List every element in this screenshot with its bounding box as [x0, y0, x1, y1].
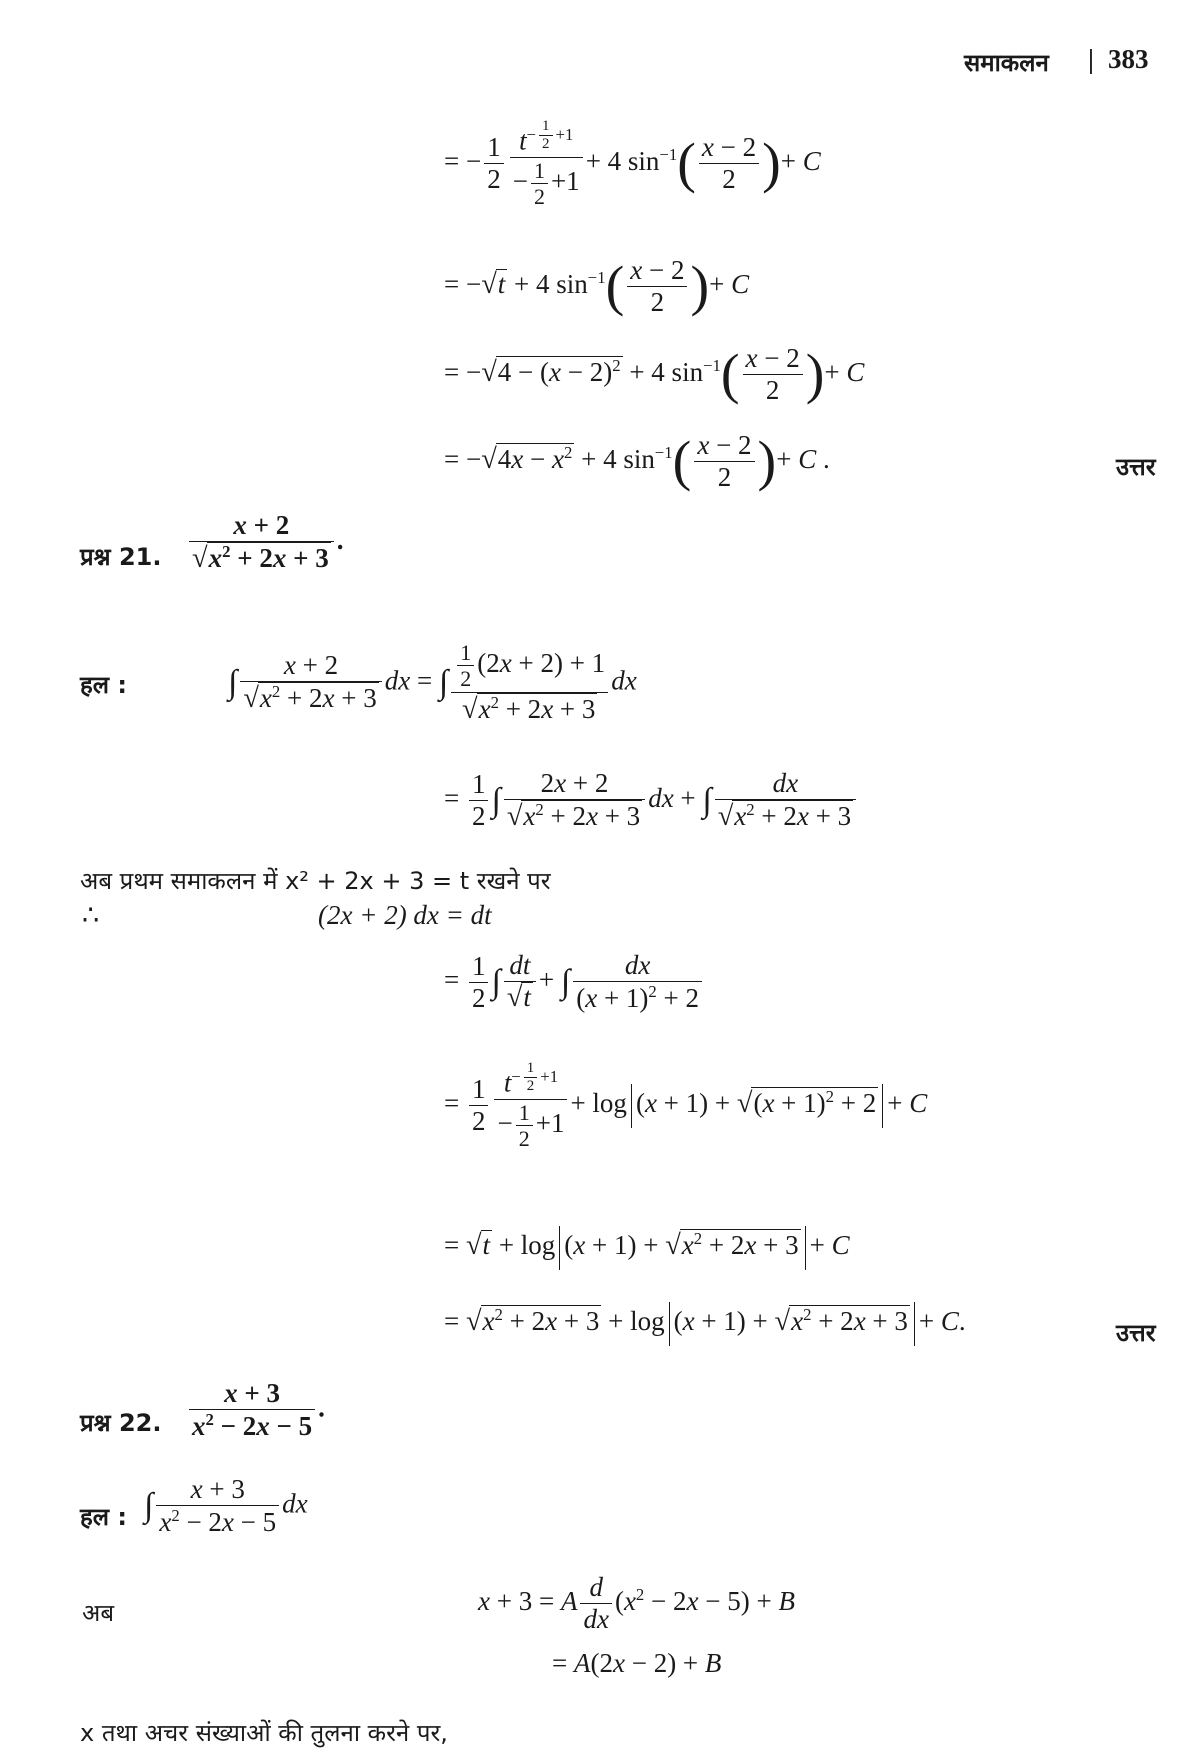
equation-step-1: = − $\frac{1}{2}$ $t^{- \frac{1}{2} +1}$ − $\frac{1}{2}$ +1 + 4 $\sin^{-1}$( $\frac{x - 2}{2}$ )+ C: [444, 118, 821, 209]
equation-step-4: = $-√4x - x^2 + 4$ $\sin^{-1}$( $\frac{x - 2}{2}$ )+ C .: [444, 430, 830, 493]
question-22-expression: $\frac{x + 3}{x^2 - 2x - 5}$ .: [186, 1378, 325, 1442]
answer-marker-2: उत्तर: [1116, 1319, 1156, 1347]
question-21-expression: $\frac{x + 2}{√x^2 + 2x + 3}$ .: [186, 510, 343, 576]
solution-22-label: हल :: [80, 1503, 127, 1531]
ab-label: अब: [82, 1599, 115, 1627]
q21-equation-1: ∫ $\frac{x + 2}{√x^2 + 2x + 3}$ dx = ∫ $\frac{1}{2}$ (2x + 2) + 1 $√x^2 + 2x + 3$ dx: [228, 640, 637, 725]
solution-21-label: हल :: [80, 671, 127, 699]
q22-integral: ∫ $\frac{x + 3}{x^2 - 2x - 5}$ dx: [144, 1474, 308, 1538]
question-22-label: प्रश्न 22.: [80, 1409, 162, 1437]
q21-equation-3: = $\frac{1}{2}$ ∫ $\frac{dt}{√t}$ + ∫ $\frac{dx}{(x + 1)^2 + 2}$: [444, 950, 705, 1015]
substitution-note: अब प्रथम समाकलन में x² + 2x + 3 = t रखने पर: [80, 867, 551, 895]
q22-equation-1: x + 3 = A $\frac{d}{dx}$ $(x^2 - 2x - 5) + B$: [478, 1572, 795, 1635]
equation-step-2: = −√t + 4 $\sin^{-1}$( $\frac{x - 2}{2}$ )+ C: [444, 255, 750, 318]
q21-equation-2: = $\frac{1}{2}$ ∫ $\frac{2x + 2}{√x^2 + 2x + 3}$ dx + ∫ $\frac{dx}{√x^2 + 2x + 3}$: [444, 768, 859, 834]
therefore-symbol: ∴: [82, 900, 100, 930]
page-number: 383: [1108, 44, 1149, 74]
q21-dt-relation: (2x + 2) dx = dt: [318, 900, 492, 930]
equation-step-3: = $-√4 - (x - 2)^2 + 4$ $\sin^{-1}$( $\frac{x - 2}{2}$ )+ C: [444, 343, 865, 406]
question-21-label: प्रश्न 21.: [80, 543, 162, 571]
q21-equation-5: = $√t + \log (x + 1) + √x^2 + 2x + 3 + C$: [444, 1226, 850, 1270]
q21-equation-6: = $√x^2 + 2x + 3 + \log (x + 1) + √x^2 + 2x + 3 + C$.: [444, 1302, 966, 1346]
running-header-chapter: समाकलन: [964, 49, 1049, 77]
q21-equation-4: = $\frac{1}{2}$ $t^{- \frac{1}{2} +1}$ − $\frac{1}{2}$ +1 + $\log (x + 1) + √(x + 1)^2 + 2 + C$: [444, 1060, 928, 1151]
comparison-note: x तथा अचर संख्याओं की तुलना करने पर,: [80, 1719, 448, 1747]
answer-marker-1: उत्तर: [1116, 453, 1156, 481]
running-header-separator: |: [1088, 44, 1094, 74]
q22-equation-2: = A(2x − 2) + B: [552, 1648, 722, 1678]
